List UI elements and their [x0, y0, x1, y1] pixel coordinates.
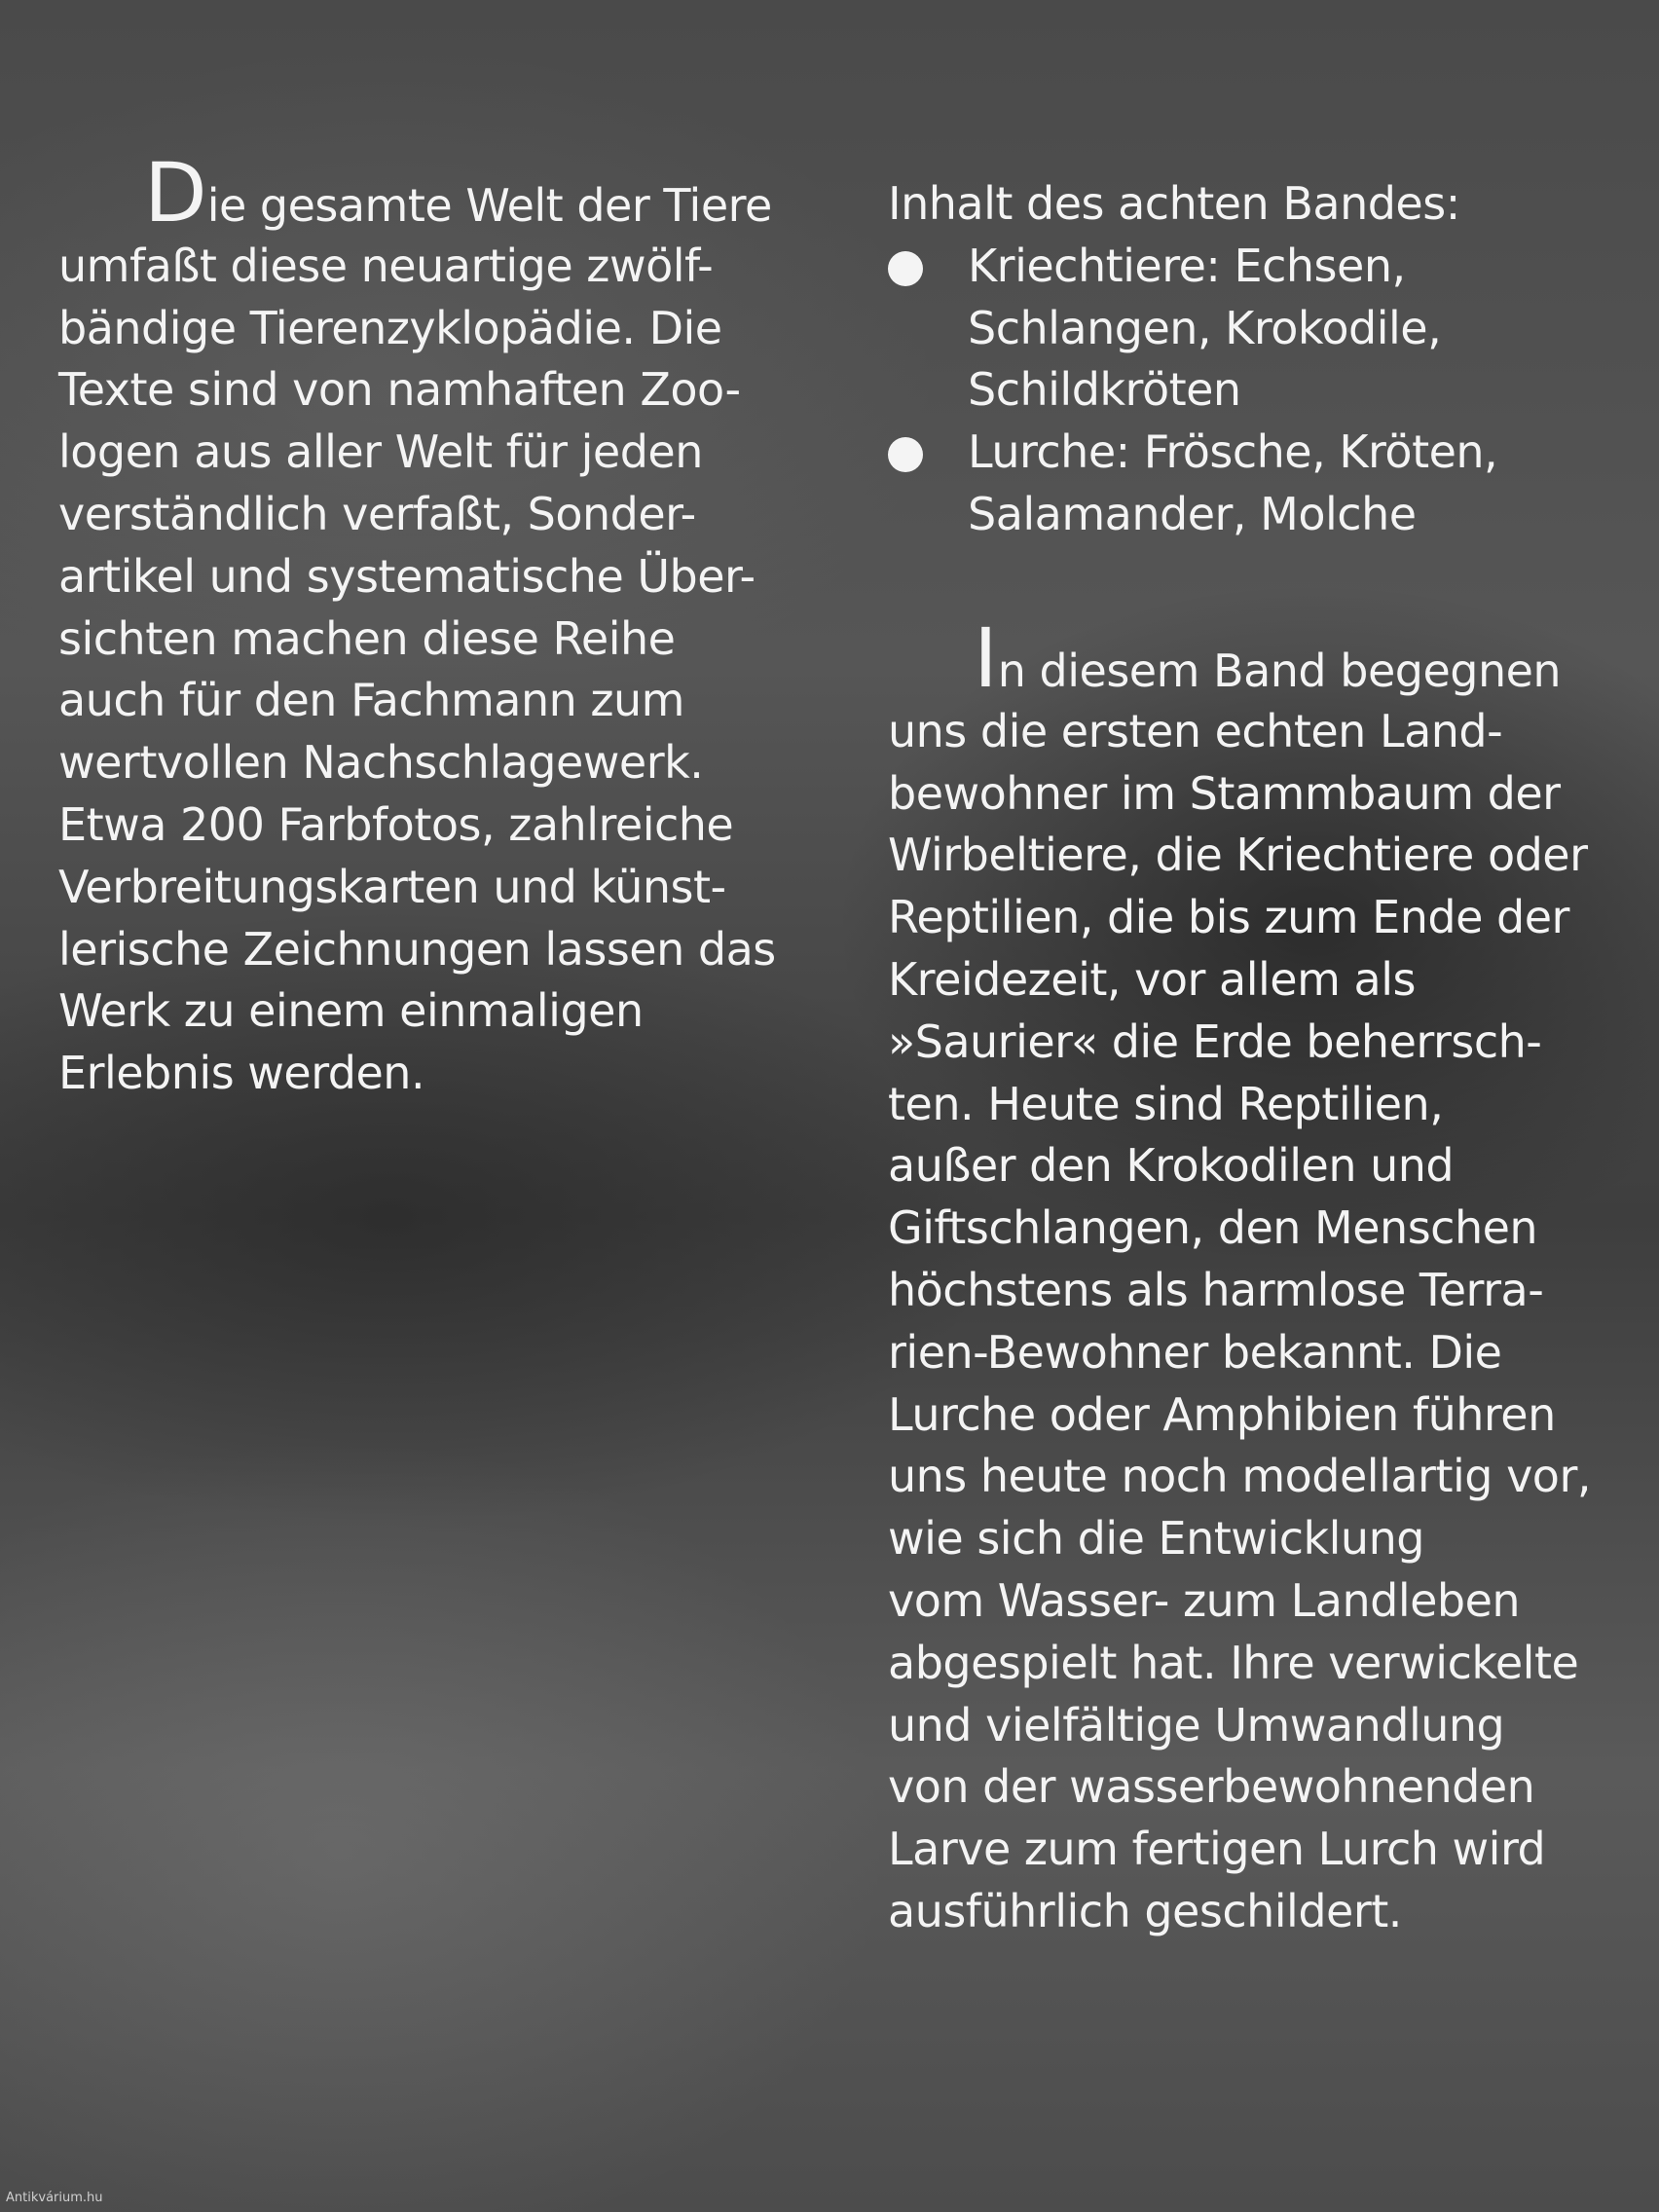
intro-line: Verbreitungskarten und künst-: [58, 860, 726, 913]
description-line: Kreidezeit, vor allem als: [888, 952, 1416, 1006]
description-line: ausführlich geschildert.: [888, 1884, 1402, 1937]
intro-line: bändige Tierenzyklopädie. Die: [58, 301, 722, 354]
intro-line: sichten machen diese Reihe: [58, 611, 676, 665]
intro-line: Erlebnis werden.: [58, 1047, 425, 1100]
description-line: rien-Bewohner bekannt. Die: [888, 1325, 1502, 1379]
description-line: vom Wasser- zum Landleben: [888, 1573, 1521, 1627]
intro-line: auch für den Fachmann zum: [58, 674, 684, 727]
intro-paragraph: [58, 145, 798, 1105]
description-line: wie sich die Entwicklung: [888, 1512, 1424, 1566]
intro-line-1: Die gesamte Welt der Tiere: [144, 145, 772, 240]
description-line: abgespielt hat. Ihre verwickelte: [888, 1636, 1579, 1689]
contents-item-line: Lurche: Frösche, Kröten,: [968, 425, 1498, 479]
description-line: Reptilien, die bis zum Ende der: [888, 891, 1569, 944]
description-line: und vielfältige Umwandlung: [888, 1698, 1505, 1751]
contents-item-line: Schildkröten: [968, 363, 1241, 417]
description-line: Giftschlangen, den Menschen: [888, 1201, 1538, 1255]
intro-dropcap: D: [144, 145, 207, 240]
contents-item-line: Salamander, Molche: [968, 487, 1417, 540]
bullet-icon: [888, 437, 923, 472]
description-line: Lurche oder Amphibien führen: [888, 1387, 1556, 1441]
description-line: Wirbeltiere, die Kriechtiere oder: [888, 829, 1588, 882]
description-paragraph: [888, 610, 1591, 1943]
contents-item-line: Kriechtiere: Echsen,: [968, 239, 1406, 292]
description-line-1: In diesem Band begegnen: [974, 610, 1562, 706]
description-line: höchstens als harmlose Terra-: [888, 1263, 1544, 1316]
intro-line: logen aus aller Welt für jeden: [58, 425, 703, 479]
intro-line: umfaßt diese neuartige zwölf-: [58, 239, 714, 292]
intro-line: Etwa 200 Farbfotos, zahlreiche: [58, 797, 734, 851]
description-line: uns die ersten echten Land-: [888, 704, 1503, 757]
description-line: »Saurier« die Erde beherrsch-: [888, 1014, 1542, 1068]
description-line: uns heute noch modellartig vor,: [888, 1450, 1591, 1503]
intro-line: verständlich verfaßt, Sonder-: [58, 487, 696, 540]
bullet-icon: [888, 251, 923, 286]
contents-heading: Inhalt des achten Bandes:: [888, 177, 1460, 230]
description-line: von der wasserbewohnenden: [888, 1760, 1535, 1814]
intro-line: wertvollen Nachschlagewerk.: [58, 736, 704, 790]
intro-line: artikel und systematische Über-: [58, 549, 756, 603]
watermark: Antikvárium.hu: [6, 2191, 103, 2205]
intro-line: lerische Zeichnungen lassen das: [58, 922, 776, 976]
contents-item-line: Schlangen, Krokodile,: [968, 301, 1442, 354]
contents-item-amphibians: [888, 422, 1589, 546]
description-dropcap: I: [974, 610, 998, 706]
intro-line: Werk zu einem einmaligen: [58, 984, 644, 1038]
description-line: außer den Krokodilen und: [888, 1139, 1455, 1193]
contents-block: [888, 173, 1589, 546]
description-line: ten. Heute sind Reptilien,: [888, 1077, 1444, 1130]
contents-item-reptiles: [888, 236, 1589, 422]
description-line: Larve zum fertigen Lurch wird: [888, 1823, 1546, 1876]
intro-line: Texte sind von namhaften Zoo-: [58, 363, 741, 417]
description-line: bewohner im Stammbaum der: [888, 766, 1561, 820]
